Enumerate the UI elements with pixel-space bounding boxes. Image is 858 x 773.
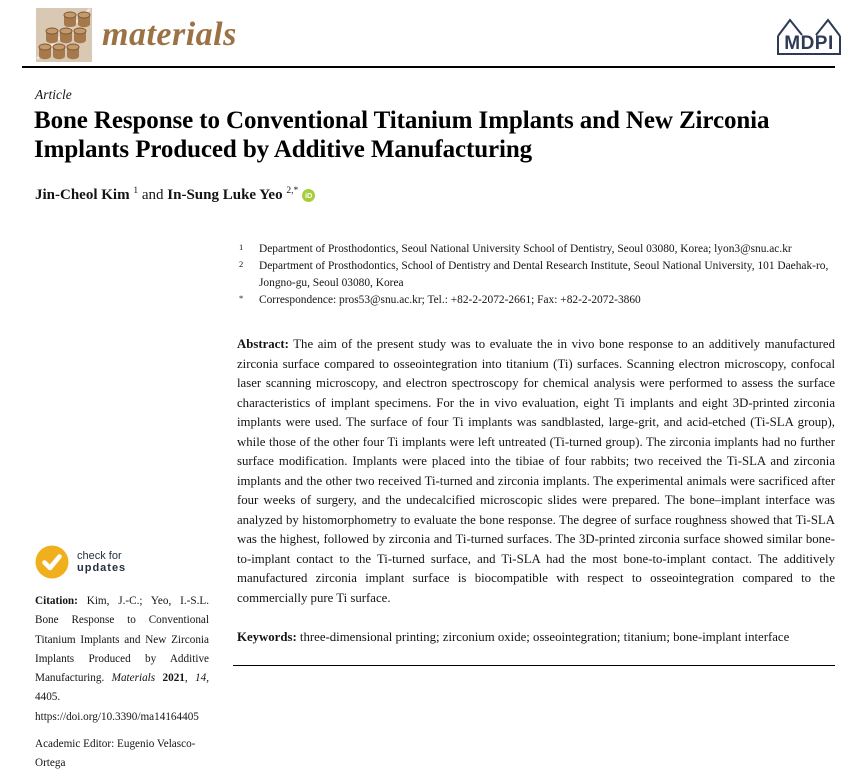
correspondence: [237, 292, 835, 309]
page-title: Bone Response to Conventional Titanium Implants and New Zirconia Implants Produced by Additive Manufacturing: [34, 107, 770, 163]
check-for-updates-badge[interactable]: [35, 545, 209, 579]
check-for-updates-line1: check for: [77, 549, 122, 562]
affiliation-1-email-link[interactable]: lyon3@snu.ac.kr: [714, 243, 792, 255]
citation-journal: Materials: [111, 672, 156, 685]
author-1-name: Jin-Cheol Kim: [35, 187, 130, 203]
affiliation-1: [237, 241, 835, 258]
citation-block: [35, 592, 209, 727]
affiliation-2: [237, 258, 835, 292]
abstract-paragraph: [237, 335, 835, 608]
check-for-updates-line2: updates: [77, 562, 127, 574]
citation-doi-link[interactable]: https://doi.org/10.3390/ma14164405: [35, 710, 199, 723]
materials-cylinders-icon: [35, 8, 93, 62]
check-for-updates-label: [77, 550, 126, 575]
citation-body: Kim, J.-C.; Yeo, I.-S.L. Bone Response to Conventional Titanium Implants and New Zirconia Implants Produced by Additive Manufacturing.: [35, 595, 209, 685]
affiliation-2-marker: 2: [239, 259, 244, 269]
footer-divider: [233, 665, 835, 667]
correspondence-email-link[interactable]: pros53@snu.ac.kr: [339, 294, 422, 306]
article-type-label: Article: [35, 87, 72, 102]
academic-editor-line: Academic Editor: Eugenio Velasco-Ortega: [35, 738, 196, 770]
citation-pages: , 4405.: [35, 672, 210, 704]
keywords-text: three-dimensional printing; zirconium oxide; osseointegration; titanium; bone-implant interface: [296, 630, 790, 644]
correspondence-marker: *: [239, 293, 244, 303]
abstract-text: The aim of the present study was to evaluate the in vivo bone response to an additively manufactured zirconia surface compared to osseointegration into titanium (Ti) surfaces. Scanning electron microscopy, confocal laser scanning microscopy, and electron spectroscopy for chemical analysis were performed to assess the surface characteristics of implant specimens. For the in vivo evaluation, eight Ti implants and eight 3D-printed zirconia implants were used. The surface of four Ti implants was sandblasted, large-grit, and acid-etched (Ti-SLA group), while those of the other four Ti implants were left untreated (Ti-turned group). The zirconia implants had no further surface modification. Implants were placed into the tibiae of four rabbits; two received the Ti-SLA and zirconia implants and the other two received Ti-turned and zirconia implants. The experimental animals were sacrificed after four weeks of surgery, and the undecalcified microscopic slides were prepared. The bone–implant interface was analyzed by histomorphometry to evaluate the bone response. The degree of surface roughness showed that Ti-SLA was the highest, followed by zirconia and Ti-turned surfaces. The 3D-printed zirconia surface showed similar bone-to-implant contact to the Ti-turned surface, and Ti-SLA had the most bone-to-implant contact. The additively manufactured zirconia implant surface is biocompatible with respect to osseointegration compared to the commercially pure Ti surface.: [237, 337, 835, 605]
citation-label: Citation:: [35, 595, 78, 607]
abstract-label: Abstract:: [237, 337, 289, 351]
header-divider: [22, 66, 835, 68]
affiliation-1-marker: 1: [239, 242, 244, 252]
author-1-affiliation-sup: 1: [133, 186, 139, 196]
mdpi-logo-text: MDPI: [784, 33, 834, 54]
author-2-affiliation-sup: 2,*: [286, 186, 299, 196]
orcid-icon[interactable]: iD: [302, 189, 315, 202]
checkmark-circle-icon: [35, 545, 69, 579]
correspondence-text: Correspondence:: [259, 294, 340, 306]
citation-year: 2021: [155, 672, 185, 685]
authors-line: [35, 187, 315, 204]
authors-connector: and: [138, 187, 168, 203]
citation-volume: 14: [195, 672, 207, 685]
author-2-name: In-Sung Luke Yeo: [167, 187, 283, 203]
affiliation-1-text: Department of Prosthodontics, Seoul National University School of Dentistry, Seoul 03080, Korea;: [259, 243, 715, 255]
citation-sep: ,: [184, 672, 196, 685]
mdpi-logo[interactable]: [772, 13, 846, 59]
keywords-paragraph: [237, 628, 835, 648]
affiliation-2-text: Department of Prosthodontics, School of Dentistry and Dental Research Institute, Seoul National University, 101 Daehak-ro, Jongno-gu, Seoul 03080, Korea: [259, 260, 829, 289]
keywords-label: Keywords:: [237, 630, 297, 644]
materials-journal-logo[interactable]: [35, 8, 237, 62]
main-column: [237, 241, 835, 666]
left-margin-sidebar: [35, 545, 209, 773]
correspondence-tail: ; Tel.: +82-2-2072-2661; Fax: +82-2-2072-3860: [421, 294, 641, 306]
journal-wordmark: materials: [102, 16, 237, 53]
